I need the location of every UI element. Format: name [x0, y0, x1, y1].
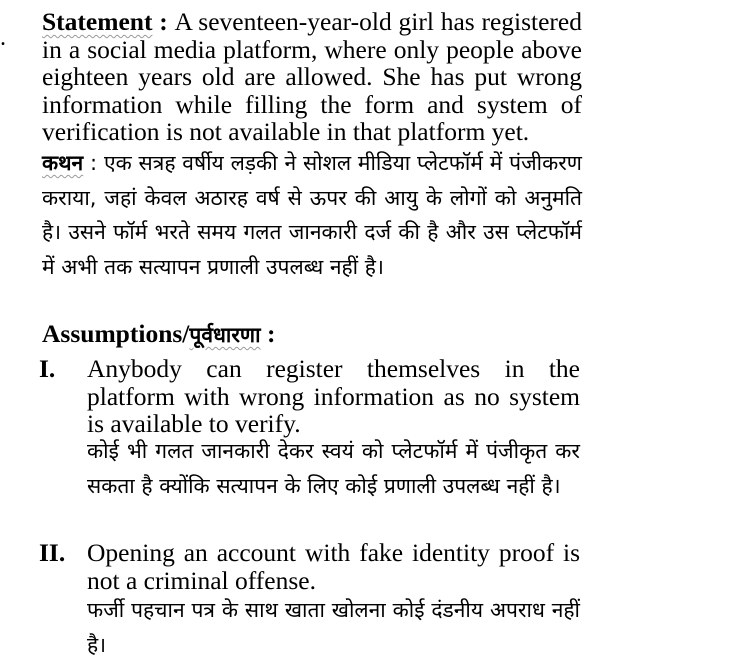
assumptions-heading-english: Assumptions/	[42, 319, 190, 348]
statement-text-english: A seventeen-year-old girl has registered in a social media platform, where only people above eighteen years old are allowed. She has put wrong information while filling the form and system of verification is not available in that platform yet.	[42, 7, 582, 146]
statement-label-hindi: कथन	[42, 151, 84, 175]
assumption-1-english: Anybody can register themselves in the platform with wrong information as no system is available to verify.	[87, 354, 580, 438]
assumptions-heading-separator: :	[260, 319, 276, 348]
statement-text-hindi: एक सत्रह वर्षीय लड़की ने सोशल मीडिया प्लेटफॉर्म में पंजीकरण कराया, जहां केवल अठारह वर्ष से ऊपर की आयु के लोगों को अनुमति है। उसने फॉर्म भरते समय गलत जानकारी दर्ज की है और उस प्लेटफॉर्म में अभी तक सत्यापन प्रणाली उपलब्ध नहीं है।	[42, 151, 582, 279]
assumptions-heading-hindi: पूर्वधारणा	[189, 323, 261, 347]
statement-label-hindi-separator: :	[83, 151, 104, 175]
statement-label-separator: :	[152, 7, 175, 36]
leading-bullet: .	[0, 25, 6, 51]
statement-english	[42, 8, 582, 146]
assumption-2-english: Opening an account with fake identity proof is not a criminal offense.	[87, 538, 580, 595]
statement-label: Statement	[42, 7, 153, 36]
statement-hindi	[42, 146, 582, 284]
assumptions-heading	[42, 320, 275, 349]
assumption-1-numeral: I.	[39, 354, 56, 383]
assumption-2-numeral: II.	[39, 538, 66, 567]
assumption-1-hindi: कोई भी गलत जानकारी देकर स्वयं को प्लेटफॉर्म में पंजीकृत कर सकता है क्योंकि सत्यापन के लिए कोई प्रणाली उपलब्ध नहीं है।	[87, 439, 580, 498]
assumption-2-hindi: फर्जी पहचान पत्र के साथ खाता खोलना कोई दंडनीय अपराध नहीं है।	[87, 598, 580, 657]
